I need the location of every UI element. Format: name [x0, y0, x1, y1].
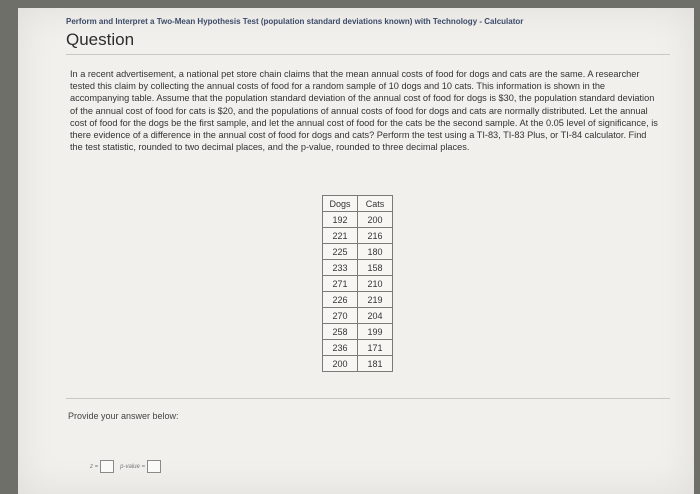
data-table [322, 195, 393, 372]
table-header-row [323, 196, 393, 212]
z-label: z = [90, 463, 99, 470]
dogs-cell: 258 [323, 324, 358, 340]
dogs-cell: 200 [323, 356, 358, 372]
table-row [323, 260, 393, 276]
cats-cell: 180 [358, 244, 393, 260]
cats-cell: 200 [358, 212, 393, 228]
breadcrumb: Perform and Interpret a Two-Mean Hypothesis Test (population standard deviations known) with Technology - Calculator [66, 17, 524, 26]
dogs-cell: 192 [323, 212, 358, 228]
dogs-cell: 270 [323, 308, 358, 324]
dogs-cell: 225 [323, 244, 358, 260]
question-page [18, 8, 694, 494]
answer-row [90, 460, 167, 473]
p-value-input[interactable] [147, 460, 161, 473]
table-row [323, 228, 393, 244]
dogs-cell: 271 [323, 276, 358, 292]
dogs-cell: 233 [323, 260, 358, 276]
z-input[interactable] [100, 460, 114, 473]
cats-cell: 181 [358, 356, 393, 372]
table-row [323, 212, 393, 228]
p-value-label: p-value = [120, 463, 146, 470]
column-header-dogs: Dogs [323, 196, 358, 212]
cats-cell: 204 [358, 308, 393, 324]
column-header-cats: Cats [358, 196, 393, 212]
divider [66, 398, 670, 399]
table-row [323, 340, 393, 356]
table-body [323, 212, 393, 372]
cats-cell: 219 [358, 292, 393, 308]
cats-cell: 199 [358, 324, 393, 340]
answer-prompt: Provide your answer below: [68, 411, 179, 421]
table-row [323, 324, 393, 340]
cats-cell: 158 [358, 260, 393, 276]
dogs-cell: 221 [323, 228, 358, 244]
cats-cell: 216 [358, 228, 393, 244]
page-title: Question [66, 30, 135, 49]
divider [66, 54, 670, 55]
dogs-cell: 236 [323, 340, 358, 356]
table-row [323, 244, 393, 260]
table-row [323, 308, 393, 324]
cats-cell: 171 [358, 340, 393, 356]
cats-cell: 210 [358, 276, 393, 292]
table-row [323, 356, 393, 372]
table-row [323, 276, 393, 292]
table-row [323, 292, 393, 308]
dogs-cell: 226 [323, 292, 358, 308]
problem-text: In a recent advertisement, a national pet store chain claims that the mean annual costs of food for dogs and cats are the same. A researcher tested this claim by collecting the annual costs of food for a random sample of 10 dogs and 10 cats. This information is shown in the accompanying table. Assume that the population standard deviation of the annual cost of food for dogs is $30, the population standard deviation of the annual cost of food for cats is $20, and the populations of annual costs of food for dogs and cats are normally distributed. Let the annual cost of food for the dogs be the first sample, and let the annual cost of food for the cats be the second sample. At the 0.05 level of significance, is there evidence of a difference in the annual cost of food for dogs and cats? Perform the test using a TI-83, TI-83 Plus, or TI-84 calculator. Find the test statistic, rounded to two decimal places, and the p-value, rounded to three decimal places. [70, 69, 658, 153]
